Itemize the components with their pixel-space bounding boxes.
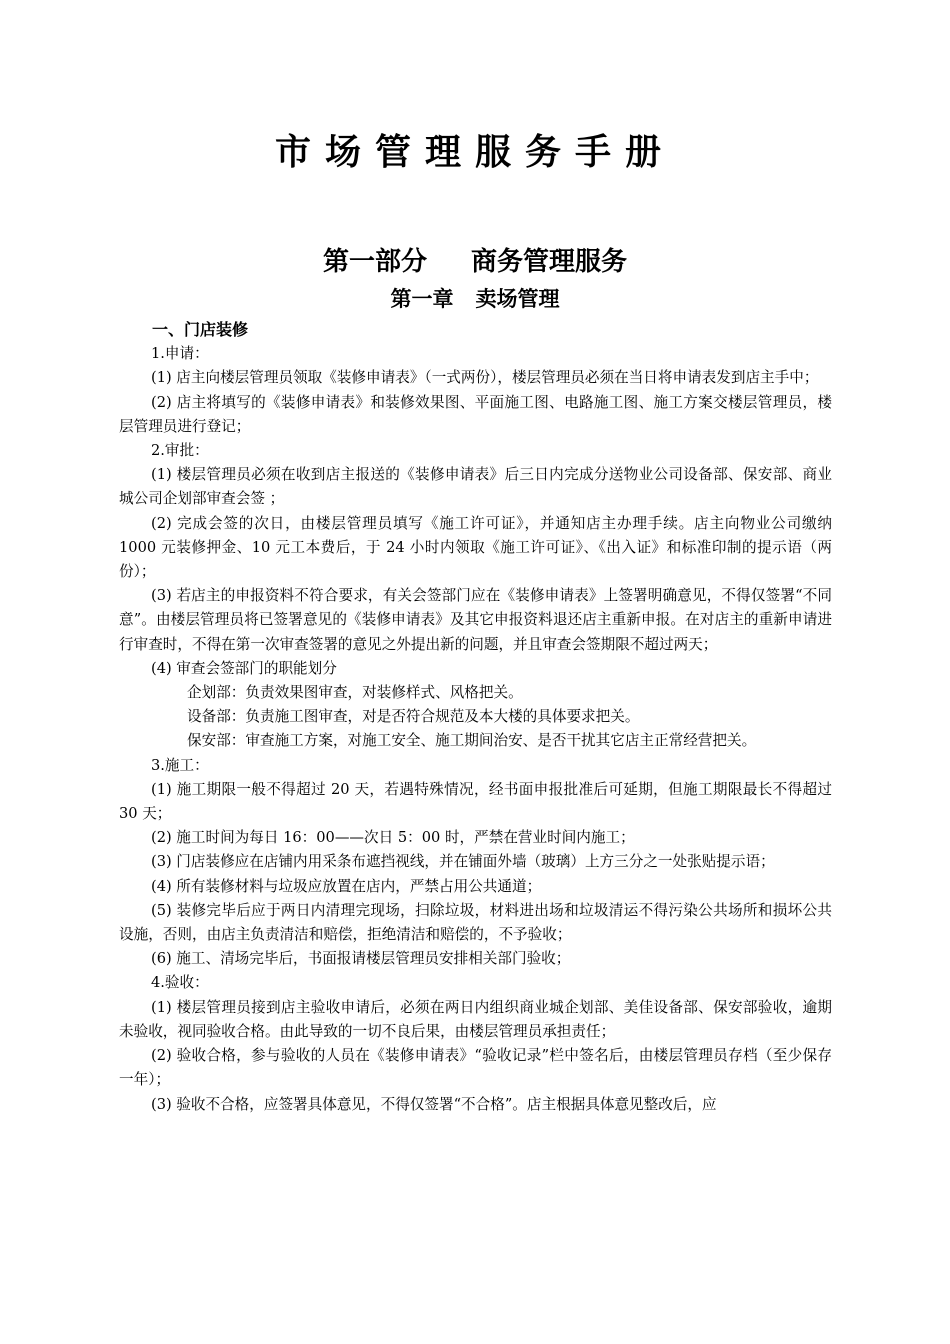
paragraph: (1) 楼层管理员接到店主验收申请后，必须在两日内组织商业城企划部、美佳设备部、保安部验收，逾期未验收，视同验收合格。由此导致的一切不良后果，由楼层管理员承担责任； [119, 998, 832, 1040]
paragraph: (1) 楼层管理员必须在收到店主报送的《装修申请表》后三日内完成分送物业公司设备部、保安部、商业城公司企划部审查会签 ； [119, 466, 832, 508]
chapter-title [0, 284, 950, 314]
paragraph: 4.验收： [151, 974, 209, 992]
dept-duty: 保安部：审查施工方案，对施工安全、施工期间治安、是否干扰其它店主正常经营把关。 [187, 732, 757, 750]
document-title: 市场管理服务手册 [274, 132, 675, 173]
part-name: 商务管理服务 [471, 247, 628, 277]
part-number: 第一部分 [322, 247, 427, 277]
paragraph: (2) 验收合格，参与验收的人员在《装修申请表》“验收记录”栏中签名后，由楼层管理员存档（至少保存一年）； [119, 1047, 832, 1089]
chapter-number: 第一章 [390, 287, 454, 311]
paragraph: (5) 装修完毕后应于两日内清理完现场，扫除垃圾，材料进出场和垃圾清运不得污染公共场所和损坏公共设施，否则，由店主负责清洁和赔偿，拒绝清洁和赔偿的，不予验收； [119, 901, 832, 944]
dept-duty: 设备部：负责施工图审查，对是否符合规范及本大楼的具体要求把关。 [187, 708, 640, 726]
paragraph: (3) 若店主的申报资料不符合要求，有关会签部门应在《装修申请表》上签署明确意见，不得仅签署“不同意”。由楼层管理员将已签署意见的《装修申请表》及其它申报资料退还店主重新申报。在对店主的重新申请进行审查时，不得在第一次审查签署的意见之外提出新的问题，并且审查会签期限不超过两天； [119, 587, 832, 653]
chapter-name: 卖场管理 [475, 287, 560, 311]
paragraph: (6) 施工、清场完毕后，书面报请楼层管理员安排相关部门验收； [151, 950, 571, 968]
part-title [0, 244, 950, 280]
paragraph: (2) 完成会签的次日，由楼层管理员填写《施工许可证》，并通知店主办理手续。店主向物业公司缴纳 1000 元装修押金、10 元工本费后，于 24 小时内领取《施工许可证》、《出入证》和标准印制的提示语（两份）； [119, 514, 832, 581]
paragraph: 1.申请： [151, 345, 209, 363]
paragraph: (3) 门店装修应在店铺内用采条布遮挡视线，并在铺面外墙（玻璃）上方三分之一处张贴提示语； [151, 853, 775, 871]
paragraph: (4) 所有装修材料与垃圾应放置在店内，严禁占用公共通道； [151, 877, 542, 895]
paragraph: (2) 店主将填写的《装修申请表》和装修效果图、平面施工图、电路施工图、施工方案交楼层管理员，楼层管理员进行登记； [119, 393, 832, 435]
paragraph: (4) 审查会签部门的职能划分 [151, 659, 337, 677]
body-text [119, 318, 832, 1117]
paragraph: 3.施工： [151, 756, 209, 774]
paragraph: 2.审批： [151, 442, 209, 460]
paragraph: (2) 施工时间为每日 16：00——次日 5：00 时，严禁在营业时间内施工； [151, 829, 635, 847]
paragraph: (1) 施工期限一般不得超过 20 天，若遇特殊情况，经书面申报批准后可延期，但施工期限最长不得超过 30 天； [119, 780, 832, 823]
section-heading: 一、门店装修 [152, 320, 249, 339]
dept-duty: 企划部：负责效果图审查，对装修样式、风格把关。 [187, 684, 523, 702]
paragraph: (3) 验收不合格，应签署具体意见，不得仅签署“不合格”。店主根据具体意见整改后，应 [151, 1095, 717, 1113]
paragraph: (1) 店主向楼层管理员领取《装修申请表》（一式两份），楼层管理员必须在当日将申请表发到店主手中； [151, 369, 819, 387]
